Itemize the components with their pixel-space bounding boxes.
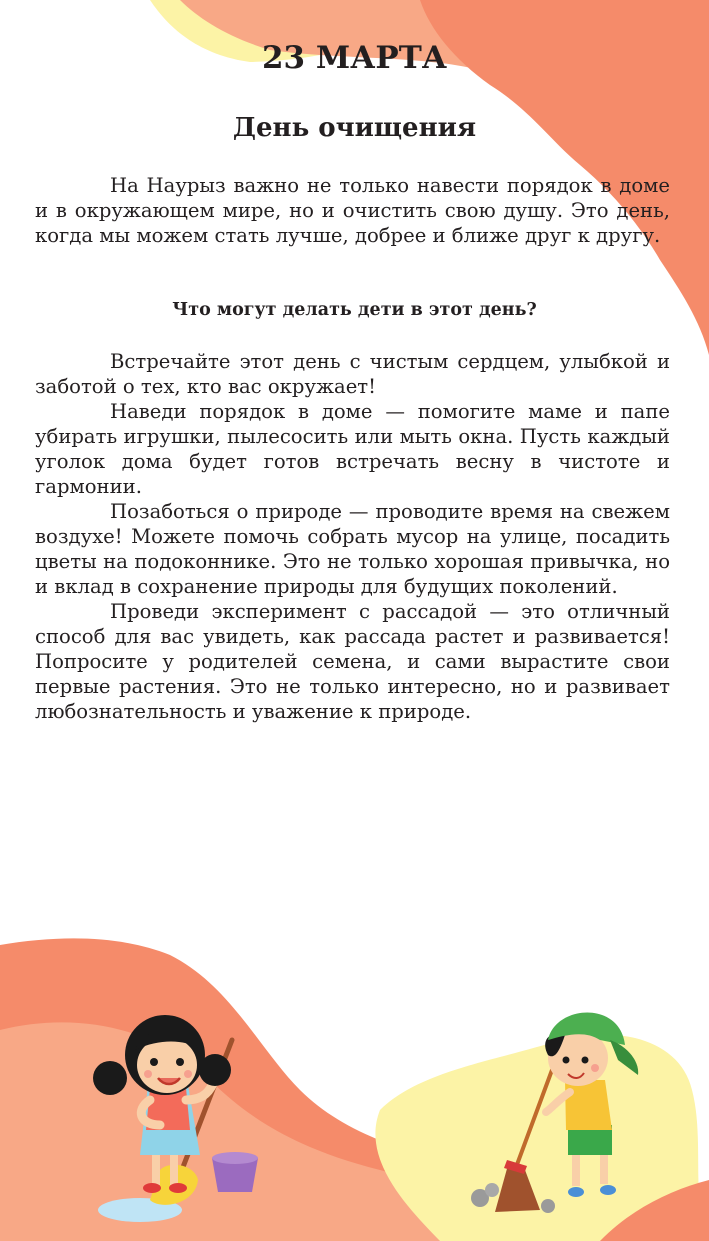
- tips-block: [35, 349, 670, 724]
- tip-paragraph-welcome: Встречайте этот день с чистым сердцем, улыбкой и заботой о тех, кто вас окружает!: [35, 350, 670, 398]
- page-title: День очищения: [232, 113, 477, 143]
- page-date-heading: [0, 40, 709, 76]
- tip-paragraph-home: Наведи порядок в доме — помогите маме и папе убирать игрушки, пылесосить или мыть окна. Пусть каждый уголок дома будет готов встречать весну в чистоте и гармонии.: [35, 400, 670, 498]
- intro-paragraph-block: [35, 173, 670, 248]
- tip-paragraph-seedlings: Проведи эксперимент с рассадой — это отличный способ для вас увидеть, как рассада растет и развивается! Попросите у родителей семена, и сами вырастите свои первые растения. Это не только интересно, но и развивает любознательность и уважение к природе.: [35, 600, 670, 723]
- intro-paragraph: На Наурыз важно не только навести порядок в доме и в окружающем мире, но и очистить свою душу. Это день, когда мы можем стать лучше, добрее и ближе друг к другу.: [35, 174, 670, 247]
- tip-paragraph-nature: Позаботься о природе — проводите время на свежем воздухе! Можете помочь собрать мусор на улице, посадить цветы на подоконнике. Это не только хорошая привычка, но и вклад в сохранение природы для будущих поколений.: [35, 500, 670, 598]
- section-subheading: Что могут делать дети в этот день?: [172, 300, 537, 320]
- date-text: 23 МАРТА: [261, 40, 448, 76]
